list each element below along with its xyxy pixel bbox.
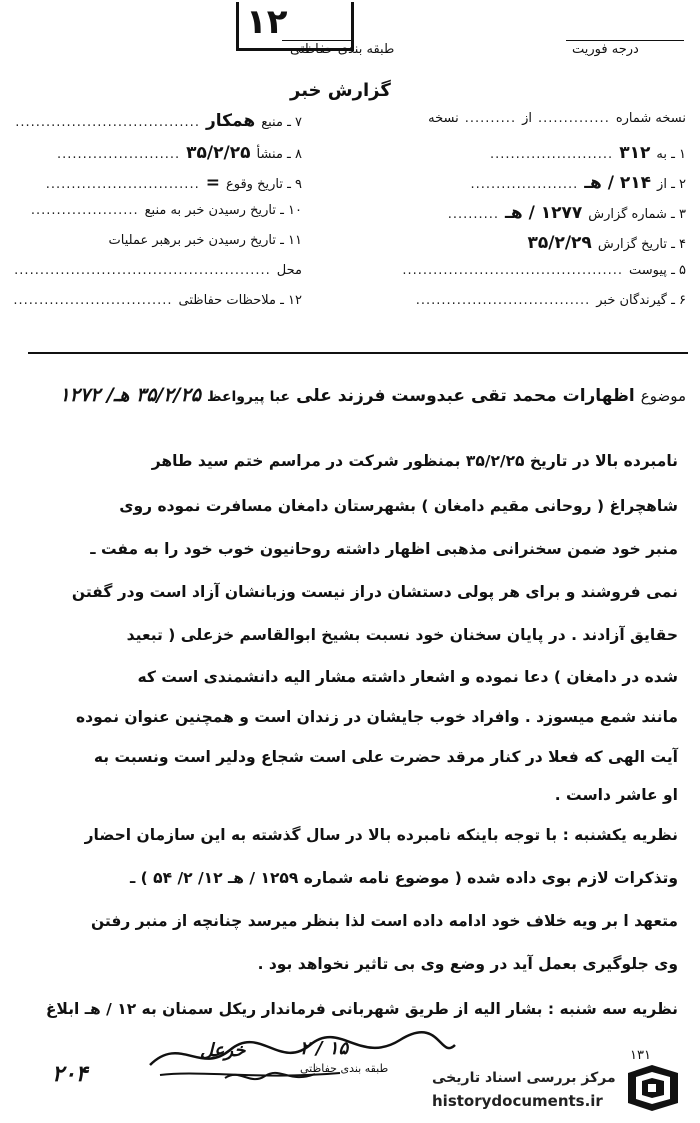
body-line: آیت الهی که فعلا در کنار مرقد حضرت علی است شجاع ودلیر است ونسبت به — [93, 748, 678, 766]
field-recipients: ۶ ـ گیرندگان خبر .................................. — [415, 293, 686, 308]
body-line: نمی فروشند و برای هر پولی دستشان دراز نیست وزبانشان آزاد است ودر گفتن — [71, 583, 678, 601]
subject-reference: ۳۵/۲/۲۵ هـ/ ۱۲۷۲ — [59, 384, 201, 406]
field-security-notes: ۱۲ ـ ملاحظات حفاظتی ............................... — [13, 293, 302, 308]
signature-scribble-2 — [220, 1066, 320, 1088]
urgency-label: درجه فوریت — [572, 42, 639, 57]
field-receipt-date-leader: ۱۱ ـ تاریخ رسیدن خبر برهبر عملیات — [108, 233, 302, 248]
body-line: متعهد ا بر ویه خلاف خود ادامه داده است لذا بنظر میرسد چنانچه از منبر رفتن — [90, 912, 678, 930]
watermark-name: مرکز بررسی اسناد تاریخی — [432, 1070, 616, 1086]
watermark-url: historydocuments.ir — [432, 1092, 603, 1110]
body-line: شاهچراغ ( روحانی مقیم دامغان ) بشهرستان دامغان مسافرت نموده روی — [119, 497, 678, 515]
handwritten-date: ۱۵ / ۲ — [300, 1038, 349, 1059]
body-line: وی جلوگیری بعمل آید در وضع وی بی تاثیر نخواهد بود . — [257, 955, 678, 973]
field-origin: ۸ ـ منشأ ۳۵/۲/۲۵ ........................ — [56, 143, 302, 163]
field-report-number: ۳ ـ شماره گزارش ۱۲۷۷ / هـ .......... — [447, 203, 686, 223]
body-line: نظریه سه شنبه : بشار الیه از طریق شهربانی فرماندار ریکل سمنان به ۱۲ / هـ ابلاغ — [45, 1000, 678, 1018]
field-copy-number: نسخه شماره .............. از .......... نسخه — [428, 111, 686, 126]
footer-year: ۱۳۱ — [630, 1048, 651, 1063]
field-occurrence-date: ۹ ـ تاریخ وقوع = .............................. — [45, 173, 302, 193]
field-from: ۲ ـ از ۲۱۴ / هـ ..................... — [470, 173, 686, 193]
body-line: او عاشر داست . — [554, 786, 678, 804]
field-source: ۷ ـ منبع همکار .................................... — [15, 111, 302, 131]
subject-label: موضوع — [640, 387, 686, 405]
handwritten-name: خزعل — [200, 1040, 246, 1061]
stamp-number: ١٢ — [246, 2, 288, 42]
divider — [28, 352, 688, 354]
page-title: گزارش خبر — [290, 80, 391, 101]
field-location: محل .................................................. — [14, 263, 302, 278]
subject-note: عبا پیرواعظ — [206, 389, 291, 405]
urgency-line — [566, 40, 684, 41]
body-line: نامبرده بالا در تاریخ ۳۵/۲/۲۵ بمنظور شرکت در مراسم ختم سید طاهر — [151, 452, 678, 470]
field-to: ۱ ـ به ۳۱۲ ........................ — [490, 143, 686, 163]
body-line: نظریه یکشنبه : با توجه باینکه نامبرده بالا در سال گذشته به این سازمان احضار — [84, 826, 678, 844]
body-line: شده در دامغان ) دعا نموده و اشعار داشته مشار الیه دانشمندی است که — [137, 668, 678, 686]
field-receipt-date-source: ۱۰ ـ تاریخ رسیدن خبر به منبع ..................... — [30, 203, 302, 218]
field-label: نسخه شماره — [615, 111, 686, 126]
body-line: منبر خود ضمن سخنرانی مذهبی اظهار داشته روحانیون خوب خود را به مفت ـ — [90, 540, 678, 558]
subject-text: اظهارات محمد تقی عبدوست فرزند علی — [296, 386, 635, 406]
body-line: حقایق آزادند . در پایان سخنان خود نسبت بشیخ ابوالقاسم خزعلی ( تبعید — [126, 626, 678, 644]
classification-line — [282, 40, 352, 41]
body-line: مانند شمع میسوزد . وافراد خوب جایشان در زندان است و همچنین عنوان نموده — [75, 708, 678, 726]
body-line: وتذکرات لازم بوی داده شده ( موضوع نامه شماره ۱۲۵۹ / هـ ۱۲/ ۲/ ۵۴ ) ـ — [129, 869, 678, 887]
field-report-date: ۴ ـ تاریخ گزارش ۳۵/۲/۲۹ — [527, 233, 686, 253]
field-attachment: ۵ ـ پیوست ........................................... — [402, 263, 686, 278]
field-value: ۳۱۲ — [619, 143, 651, 163]
archive-logo-icon — [622, 1063, 684, 1113]
page-mark: ۲۰۴ — [52, 1062, 88, 1087]
footer-stamp-text: طبقه بندی حفاظتی — [300, 1062, 389, 1075]
subject-row — [59, 384, 686, 406]
classification-label: طبقه بندی حفاظتی — [290, 42, 395, 57]
